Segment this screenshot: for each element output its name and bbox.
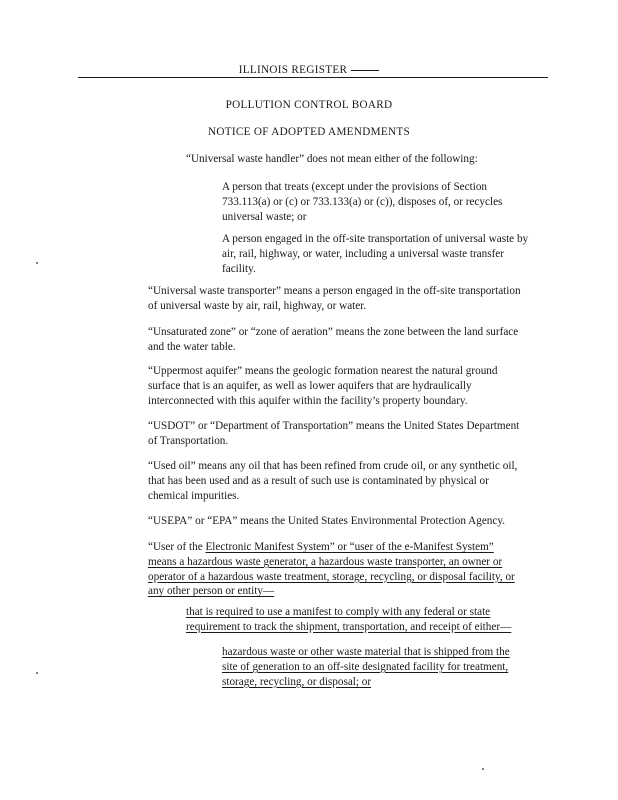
register-title: ILLINOIS REGISTER	[238, 64, 348, 76]
amended-text: hazardous waste or other waste material that is shipped from the	[222, 646, 510, 658]
text-line: interconnected with this aquifer within the facility’s property boundary.	[148, 394, 468, 407]
definition-usdot	[148, 419, 519, 449]
amended-text: operator of a hazardous waste treatment, storage, recycling, or disposal facility, or	[148, 570, 515, 583]
notice-heading: NOTICE OF ADOPTED AMENDMENTS	[207, 126, 410, 138]
text-line: and the water table.	[148, 340, 236, 353]
text-line	[148, 540, 515, 555]
scan-speck	[482, 768, 484, 770]
text-line: “Used oil” means any oil that has been refined from crude oil, or any synthetic oil,	[148, 460, 518, 472]
user-subitem-required	[186, 605, 511, 635]
definition-uppermost-aquifer	[148, 364, 497, 408]
user-subitem-hazardous-waste	[222, 645, 510, 689]
text-line: that has been used and as a result of such use is contaminated by physical or	[148, 474, 489, 487]
amended-text: storage, recycling, or disposal; or	[222, 675, 372, 688]
board-heading: POLLUTION CONTROL BOARD	[225, 99, 393, 111]
text-line: A person that treats (except under the provisions of Section	[222, 181, 488, 193]
text-line: chemical impurities.	[148, 489, 240, 502]
text-fragment: “User of the	[148, 541, 206, 553]
text-line: surface that is an aquifer, as well as lower aquifers that are hydraulically	[148, 379, 472, 392]
scan-speck	[36, 262, 38, 264]
text-line: 733.113(a) or (c) or 733.133(a) or (c)), disposes of, or recycles	[222, 195, 503, 208]
handler-intro: “Universal waste handler” does not mean either of the following:	[186, 153, 478, 165]
definition-user-of-e-manifest	[148, 540, 515, 599]
handler-item-1	[222, 180, 502, 224]
text-line: “Uppermost aquifer” means the geologic formation nearest the natural ground	[148, 365, 498, 377]
register-blank-rule	[351, 70, 379, 71]
header-rule	[78, 77, 548, 78]
amended-text: any other person or entity—	[148, 585, 275, 598]
amended-text: requirement to track the shipment, transportation, and receipt of either—	[186, 620, 512, 633]
definition-universal-waste-transporter	[148, 284, 521, 314]
text-line: A person engaged in the off-site transportation of universal waste by	[222, 233, 529, 245]
text-line: “Unsaturated zone” or “zone of aeration” means the zone between the land surface	[148, 326, 519, 338]
text-line: “USDOT” or “Department of Transportation” means the United States Department	[148, 420, 520, 432]
definition-unsaturated-zone	[148, 325, 518, 355]
definition-used-oil	[148, 459, 517, 503]
text-line: universal waste; or	[222, 210, 307, 223]
amended-text: site of generation to an off-site designated facility for treatment,	[222, 660, 509, 673]
handler-item-2	[222, 232, 528, 276]
text-line: air, rail, highway, or water, including a universal waste transfer	[222, 247, 505, 260]
text-line: of Transportation.	[148, 434, 229, 447]
definition-usepa: “USEPA” or “EPA” means the United States Environmental Protection Agency.	[148, 515, 506, 527]
text-line: “Universal waste transporter” means a person engaged in the off-site transportation	[148, 285, 521, 297]
scan-speck	[36, 672, 38, 674]
amended-text: means a hazardous waste generator, a hazardous waste transporter, an owner or	[148, 555, 503, 568]
amended-text: Electronic Manifest System” or “user of the e-Manifest System”	[205, 541, 494, 553]
text-line: facility.	[222, 262, 256, 275]
text-line: of universal waste by air, rail, highway, or water.	[148, 299, 367, 312]
amended-text: that is required to use a manifest to comply with any federal or state	[186, 606, 491, 618]
register-heading	[0, 63, 618, 78]
